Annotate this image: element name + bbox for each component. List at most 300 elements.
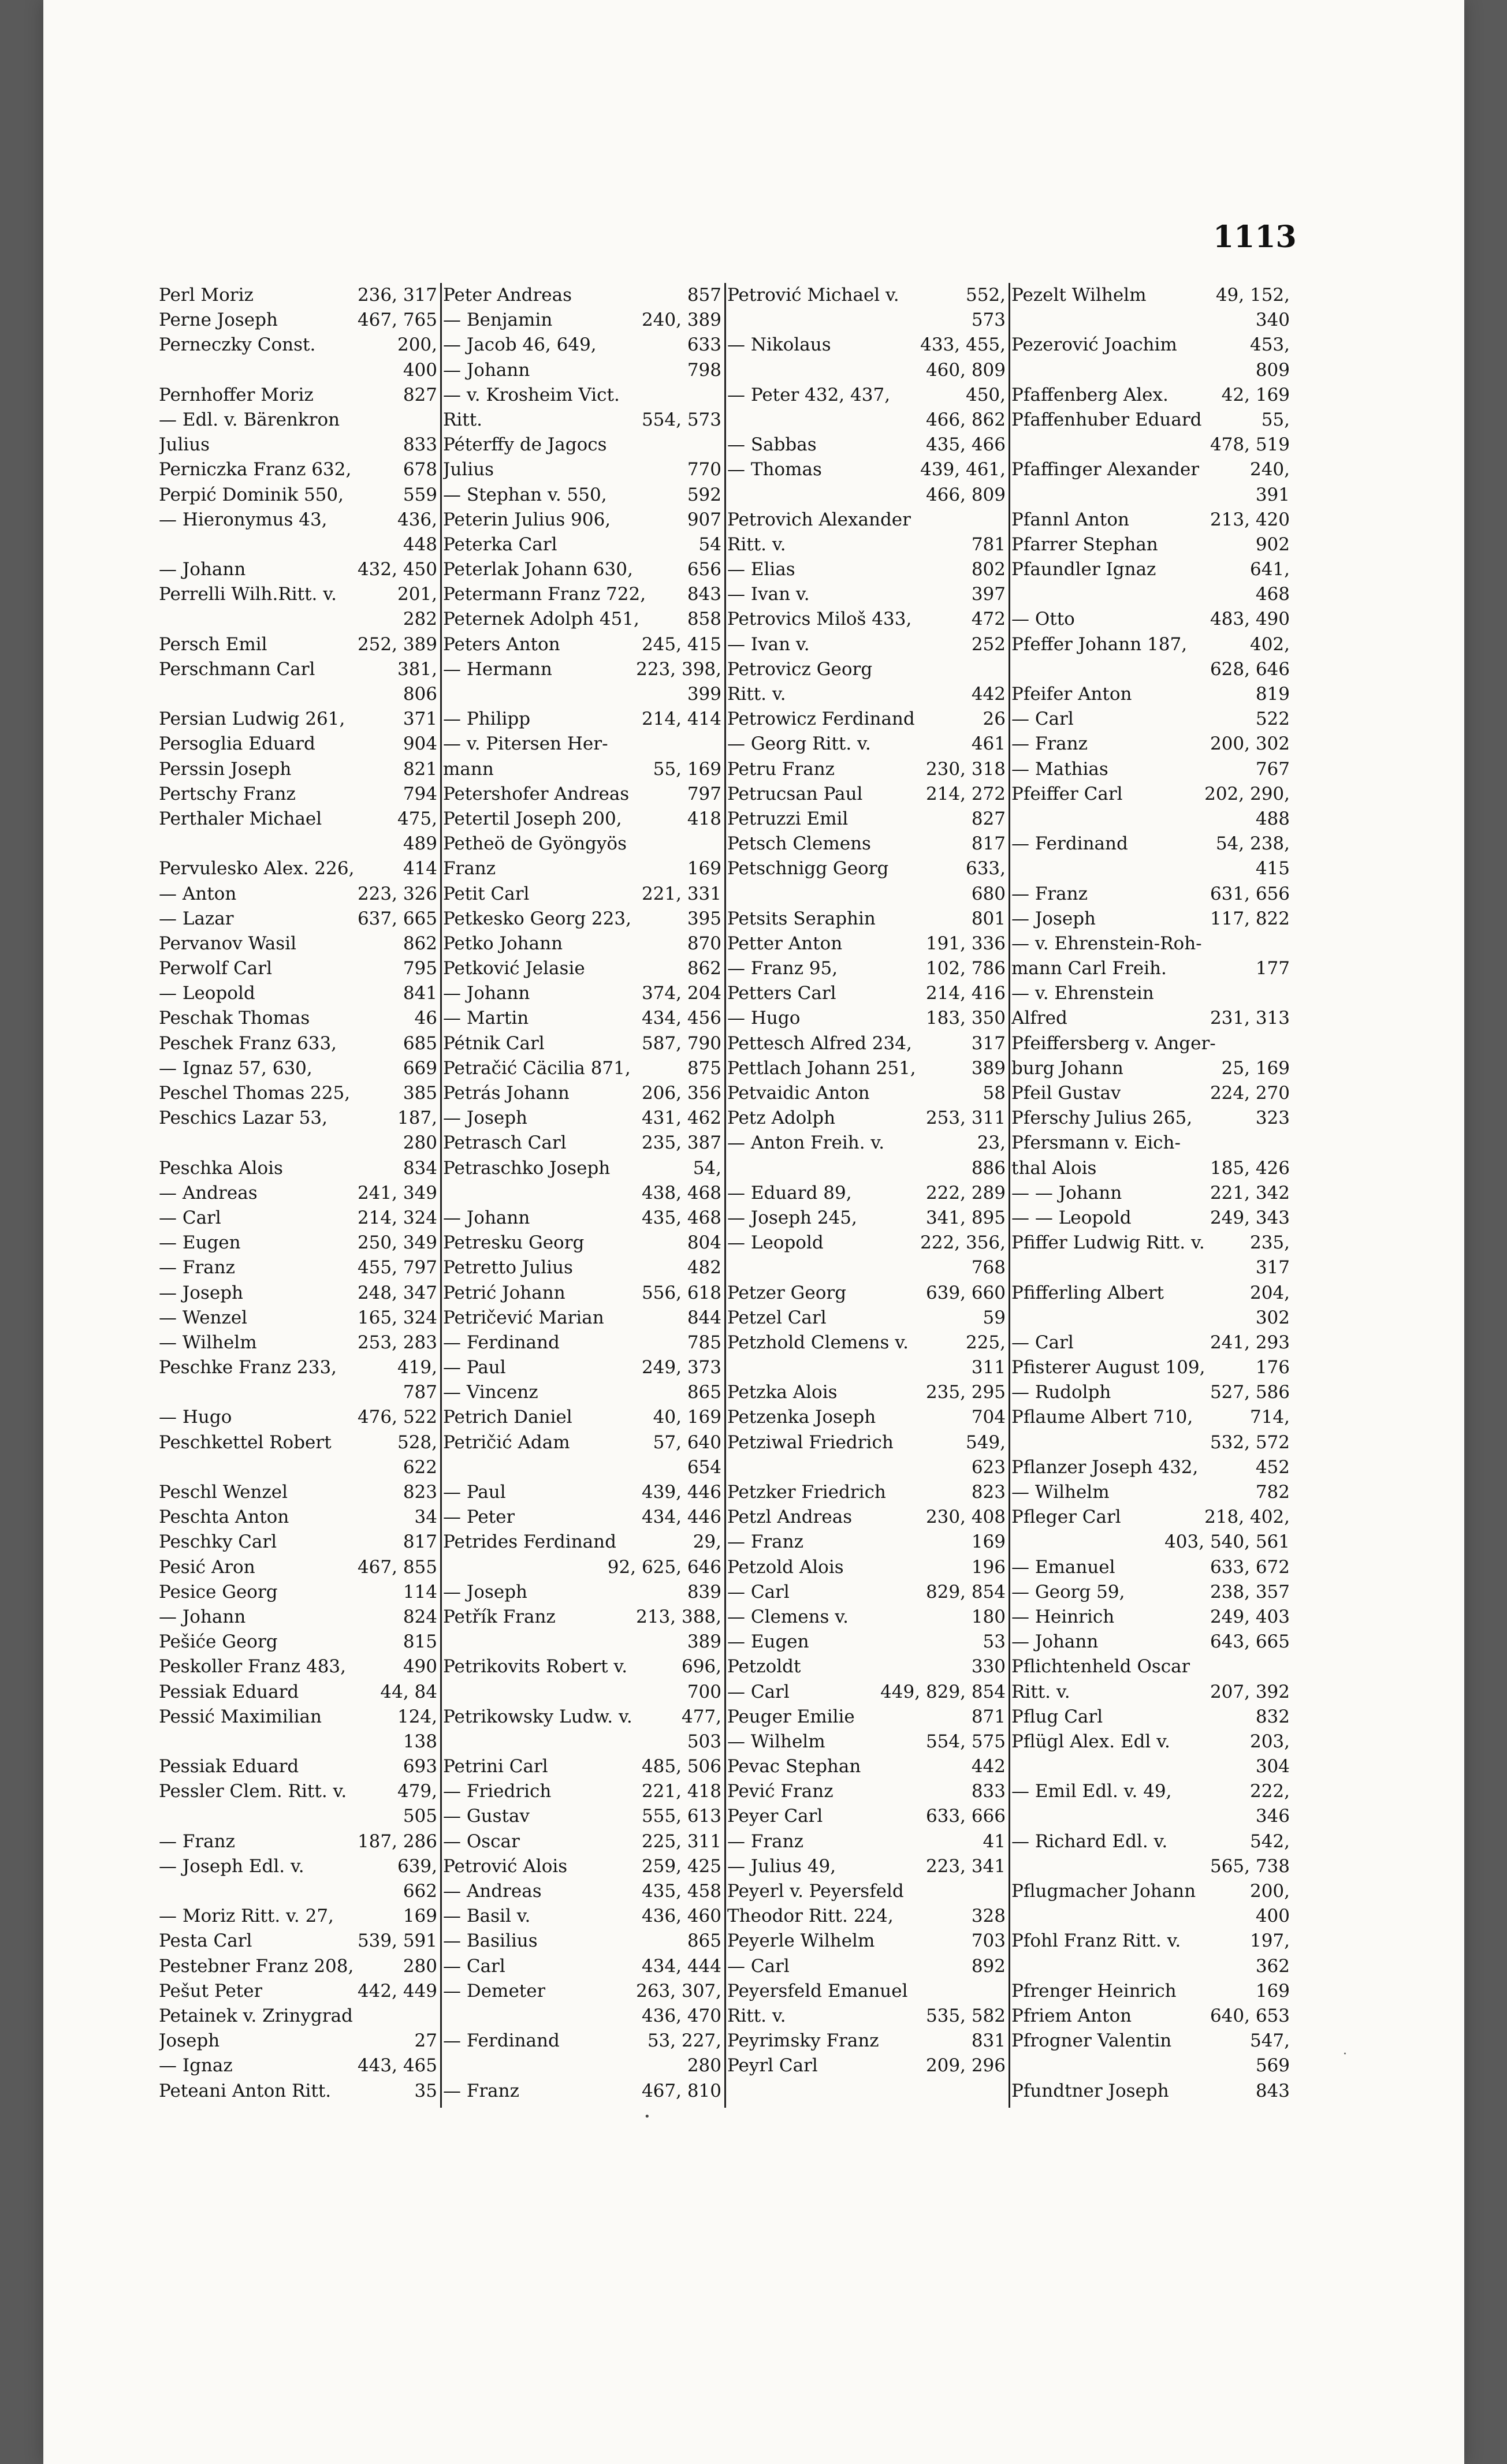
entry-pages: 317	[1255, 1257, 1290, 1278]
entry-pages: 633, 672	[1210, 1556, 1290, 1578]
entry-name: — Georg 59,	[1011, 1581, 1125, 1602]
entry-pages: 235, 387	[641, 1132, 721, 1154]
index-entry	[443, 582, 721, 607]
index-entry	[443, 508, 721, 532]
entry-name: thal Alois	[1011, 1157, 1097, 1179]
entry-pages: 403, 540, 561	[1164, 1531, 1290, 1553]
entry-name: — Demeter	[443, 1980, 546, 2001]
entry-name: Petrikovits Robert v.	[443, 1656, 628, 1678]
entry-pages: 907	[687, 509, 721, 530]
entry-name: — Ferdinand	[443, 1332, 560, 1353]
index-entry	[727, 1829, 1006, 1854]
index-entry	[443, 1654, 721, 1679]
entry-name: Petertil Joseph 200,	[443, 808, 622, 829]
index-entry	[727, 931, 1006, 956]
entry-name: — Oscar	[443, 1831, 520, 1852]
entry-pages: 44, 84	[380, 1681, 437, 1702]
entry-pages: 768	[971, 1257, 1006, 1278]
entry-pages: 340	[1255, 310, 1290, 331]
entry-name: Pettesch Alfred 234,	[727, 1032, 912, 1054]
entry-pages	[717, 383, 721, 408]
entry-pages: 797	[687, 783, 721, 804]
entry-pages: 503	[687, 1731, 721, 1752]
entry-name: — Andreas	[443, 1881, 542, 1902]
entry-pages: 280	[403, 1132, 437, 1154]
index-entry	[727, 1131, 1006, 1155]
entry-name: Perpić Dominik 550,	[159, 484, 344, 505]
entry-name: Pfundtner Joseph	[1011, 2080, 1169, 2101]
index-entry	[727, 532, 1006, 557]
entry-name: Pessler Clem. Ritt. v.	[159, 1781, 347, 1802]
entry-pages: 46	[414, 1008, 437, 1029]
entry-name: Petrides Ferdinand	[443, 1531, 616, 1553]
entry-name: — — Johann	[1011, 1182, 1122, 1203]
entry-pages: 435, 468	[641, 1207, 721, 1228]
entry-pages: 362	[1255, 1955, 1290, 1977]
entry-name: — Johann	[159, 559, 246, 580]
entry-pages: 823	[971, 1482, 1006, 1503]
index-entry	[443, 1031, 721, 1056]
entry-name: — Jacob 46, 649,	[443, 334, 597, 356]
index-entry	[443, 1829, 721, 1854]
entry-pages	[1285, 1654, 1290, 1679]
index-entry	[159, 981, 437, 1006]
index-entry	[727, 1206, 1006, 1231]
entry-name: mann	[443, 758, 494, 780]
entry-pages: 555, 613	[641, 1806, 721, 1827]
index-entry-continuation	[727, 483, 1006, 508]
entry-pages: 54	[698, 534, 721, 555]
entry-pages	[717, 732, 721, 756]
index-entry-continuation	[443, 2053, 721, 2078]
entry-pages: 328	[971, 1906, 1006, 1927]
entry-name: — Wilhelm	[727, 1731, 825, 1752]
entry-name: Petrás Johann	[443, 1083, 570, 1104]
entry-name: Peyerl v. Peyersfeld	[727, 1881, 904, 1902]
index-entry-continuation	[159, 1879, 437, 1904]
entry-name: — Nikolaus	[727, 334, 831, 356]
index-entry-continuation	[1011, 1854, 1290, 1879]
index-entry	[727, 1530, 1006, 1555]
entry-pages: 438, 468	[641, 1182, 721, 1203]
entry-name: — Carl	[443, 1955, 505, 1977]
entry-name: Petzl Andreas	[727, 1507, 853, 1528]
entry-name: — Franz	[727, 1531, 803, 1553]
entry-pages: 527, 586	[1210, 1382, 1290, 1403]
entry-name: — Otto	[1011, 609, 1075, 630]
entry-name: Pfaffenhuber Eduard	[1011, 409, 1202, 430]
entry-name: — Wenzel	[159, 1307, 248, 1328]
entry-pages: 767	[1255, 758, 1290, 780]
index-columns	[159, 283, 1303, 2108]
index-entry	[159, 1031, 437, 1056]
entry-name: Pesta Carl	[159, 1930, 252, 1952]
entry-name: — v. Ehrenstein	[1011, 983, 1154, 1004]
entry-name: Peternek Adolph 451,	[443, 609, 639, 630]
entry-pages: 223, 326	[357, 883, 437, 904]
index-entry	[1011, 1505, 1290, 1530]
index-entry	[159, 557, 437, 582]
entry-name: — Richard Edl. v.	[1011, 1831, 1168, 1852]
entry-name: Petzoldt	[727, 1656, 801, 1678]
entry-name: Petschnigg Georg	[727, 858, 889, 879]
entry-pages: 865	[687, 1930, 721, 1952]
entry-pages: 798	[687, 359, 721, 381]
entry-pages: 819	[1255, 684, 1290, 704]
entry-name: — Joseph	[1011, 908, 1096, 929]
column-divider	[724, 283, 726, 2108]
index-entry	[727, 1405, 1006, 1430]
entry-pages: 821	[403, 758, 437, 780]
index-entry-continuation	[159, 832, 437, 856]
index-entry	[159, 956, 437, 981]
entry-pages: 400	[1255, 1906, 1290, 1927]
entry-pages: 439, 446	[641, 1482, 721, 1503]
index-entry	[159, 931, 437, 956]
index-entry	[727, 757, 1006, 782]
index-entry	[1011, 408, 1290, 433]
entry-pages	[433, 408, 437, 433]
index-entry	[1011, 457, 1290, 482]
entry-name: Peteani Anton Ritt.	[159, 2080, 332, 2101]
entry-name: Petrucsan Paul	[727, 783, 863, 804]
index-entry	[159, 1580, 437, 1605]
entry-pages: 452	[1255, 1456, 1290, 1478]
entry-pages: 169	[687, 858, 721, 879]
index-entry-continuation	[727, 1255, 1006, 1280]
entry-name: — Joseph Edl. v.	[159, 1855, 304, 1877]
entry-pages: 221, 331	[641, 883, 721, 904]
entry-pages: 696,	[681, 1656, 721, 1678]
entry-name: Pfrogner Valentin	[1011, 2030, 1172, 2052]
entry-pages: 55,	[1261, 409, 1290, 430]
entry-pages: 53, 227,	[647, 2030, 721, 2052]
index-entry	[443, 283, 721, 308]
entry-pages: 222,	[1249, 1781, 1290, 1802]
index-entry	[1011, 508, 1290, 532]
entry-name: — Wilhelm	[159, 1332, 257, 1353]
entry-pages: 415	[1255, 858, 1290, 879]
index-column-2	[443, 283, 721, 2108]
index-entry	[443, 707, 721, 732]
entry-name: Pfisterer August 109,	[1011, 1357, 1205, 1378]
entry-pages: 235,	[1249, 1232, 1290, 1254]
entry-name: Pezerović Joachim	[1011, 334, 1177, 356]
index-entry	[159, 1056, 437, 1081]
entry-name: Pfeifer Anton	[1011, 684, 1132, 704]
entry-pages: 569	[1255, 2055, 1290, 2077]
index-entry	[159, 1530, 437, 1555]
entry-pages: 395	[687, 908, 721, 929]
entry-pages: 466, 809	[925, 484, 1006, 505]
entry-pages: 434, 444	[641, 1955, 721, 1977]
entry-name: — Eugen	[159, 1232, 241, 1254]
entry-pages: 461	[971, 733, 1006, 755]
entry-name: Petrović Michael v.	[727, 285, 899, 305]
index-entry	[1011, 532, 1290, 557]
index-entry	[443, 557, 721, 582]
index-entry	[443, 1206, 721, 1231]
entry-name: Peschel Thomas 225,	[159, 1083, 351, 1104]
entry-pages: 483, 490	[1210, 609, 1290, 630]
entry-name: — Carl	[1011, 1332, 1074, 1353]
entry-pages: 795	[403, 958, 437, 979]
index-entry	[159, 1231, 437, 1255]
index-entry-continuation	[1011, 1754, 1290, 1779]
index-entry	[1011, 383, 1290, 408]
index-entry-continuation	[727, 1156, 1006, 1181]
entry-pages: 592	[687, 484, 721, 505]
entry-pages: 25, 169	[1221, 1057, 1290, 1079]
entry-name: Pfohl Franz Ritt. v.	[1011, 1930, 1181, 1952]
entry-pages: 201,	[397, 584, 437, 605]
index-entry-continuation	[727, 1355, 1006, 1380]
index-entry	[1011, 2079, 1290, 2104]
entry-pages: 183, 350	[925, 1008, 1006, 1029]
entry-name: — Gustav	[443, 1806, 530, 1827]
entry-name: — Emanuel	[1011, 1556, 1115, 1578]
index-entry	[727, 433, 1006, 457]
entry-name: — Ferdinand	[1011, 833, 1128, 855]
entry-pages: 535, 582	[925, 2005, 1006, 2026]
index-entry	[727, 1654, 1006, 1679]
entry-pages: 640, 653	[1210, 2005, 1290, 2026]
entry-name: Pesice Georg	[159, 1581, 278, 1602]
entry-name: — Wilhelm	[1011, 1482, 1110, 1503]
index-entry	[1011, 1156, 1290, 1181]
ink-mark: ·	[1343, 2047, 1347, 2062]
entry-name: Pfeffer Johann 187,	[1011, 633, 1188, 655]
entry-pages: 200, 302	[1210, 733, 1290, 755]
entry-pages: 41	[983, 1831, 1006, 1852]
entry-pages: 628, 646	[1210, 658, 1290, 680]
index-entry	[727, 1680, 1006, 1705]
index-entry	[443, 732, 721, 756]
entry-pages: 477,	[681, 1706, 721, 1727]
entry-pages: 187,	[397, 1108, 437, 1129]
index-entry	[727, 1804, 1006, 1829]
index-entry	[727, 1879, 1006, 1904]
index-entry	[159, 1754, 437, 1779]
index-entry-continuation	[159, 532, 437, 557]
entry-name: — v. Krosheim Vict.	[443, 384, 620, 405]
index-entry	[1011, 1405, 1290, 1430]
entry-name: Pesić Aron	[159, 1556, 255, 1578]
entry-pages: 886	[971, 1157, 1006, 1179]
index-entry	[443, 308, 721, 333]
index-entry	[443, 483, 721, 508]
entry-name: Pešut Peter	[159, 1980, 263, 2001]
entry-pages: 623	[971, 1456, 1006, 1478]
entry-name: Pettlach Johann 251,	[727, 1057, 916, 1079]
index-entry	[443, 1929, 721, 1954]
entry-pages: 138	[403, 1731, 437, 1752]
index-entry	[443, 1779, 721, 1804]
entry-name: — Martin	[443, 1008, 529, 1029]
entry-pages: 865	[687, 1382, 721, 1403]
index-entry	[727, 1580, 1006, 1605]
entry-name: — v. Pitersen Her-	[443, 733, 608, 755]
entry-pages: 249, 403	[1210, 1606, 1290, 1627]
entry-name: Petzel Carl	[727, 1307, 827, 1328]
index-entry-continuation	[1011, 1430, 1290, 1455]
entry-pages: 448	[403, 534, 437, 555]
index-entry	[159, 2053, 437, 2078]
index-entry	[1011, 1929, 1290, 1954]
index-entry-continuation	[1011, 1954, 1290, 1979]
entry-name: — Ignaz 57, 630,	[159, 1057, 312, 1079]
index-entry	[727, 1555, 1006, 1580]
entry-name: Pflügl Alex. Edl v.	[1011, 1731, 1170, 1752]
index-entry	[727, 1979, 1006, 2004]
index-entry	[159, 782, 437, 807]
entry-name: Persoglia Eduard	[159, 733, 315, 755]
index-entry	[443, 1106, 721, 1131]
entry-name: Perthaler Michael	[159, 808, 322, 829]
index-entry	[727, 782, 1006, 807]
entry-name: Petzka Alois	[727, 1382, 838, 1403]
entry-name: — Basilius	[443, 1930, 538, 1952]
entry-name: Peschka Alois	[159, 1157, 283, 1179]
entry-name: Peschkettel Robert	[159, 1432, 332, 1453]
index-entry-continuation	[727, 882, 1006, 907]
index-entry	[443, 632, 721, 657]
entry-pages: 240, 389	[641, 310, 721, 331]
entry-pages: 685	[403, 1032, 437, 1054]
index-entry	[443, 1954, 721, 1979]
index-entry-continuation	[1011, 1530, 1290, 1555]
entry-pages: 317	[971, 1032, 1006, 1054]
entry-pages: 436, 470	[641, 2005, 721, 2026]
entry-name: Petretto Julius	[443, 1257, 573, 1278]
entry-name: Petsch Clemens	[727, 833, 871, 855]
index-entry-continuation	[159, 607, 437, 632]
entry-pages: 489	[403, 833, 437, 855]
entry-pages: 862	[403, 933, 437, 954]
entry-name: Petainek v. Zrinygrad	[159, 2005, 353, 2026]
entry-name: — Paul	[443, 1482, 506, 1503]
entry-name: Pessiak Eduard	[159, 1681, 299, 1702]
index-entry	[727, 1854, 1006, 1879]
index-entry	[443, 1480, 721, 1505]
entry-pages: 432, 450	[357, 559, 437, 580]
entry-name: Pessić Maximilian	[159, 1706, 322, 1727]
entry-pages: 400	[403, 359, 437, 381]
index-entry-continuation	[1011, 657, 1290, 682]
entry-pages: 214, 414	[641, 709, 721, 730]
entry-pages: 222, 289	[925, 1182, 1006, 1203]
entry-pages: 542,	[1249, 1831, 1290, 1852]
entry-name: Perneczky Const.	[159, 334, 316, 356]
index-entry	[159, 1255, 437, 1280]
index-entry	[159, 1829, 437, 1854]
entry-name: Pfannl Anton	[1011, 509, 1129, 530]
entry-pages: 539, 591	[357, 1930, 437, 1952]
index-entry	[443, 1705, 721, 1729]
entry-pages: 218, 402,	[1204, 1507, 1290, 1528]
index-entry	[727, 1306, 1006, 1330]
entry-name: Julius	[159, 434, 210, 456]
index-entry	[727, 956, 1006, 981]
index-entry	[159, 1006, 437, 1031]
entry-name: Pernhoffer Moriz	[159, 384, 314, 405]
entry-pages: 490	[403, 1656, 437, 1678]
entry-pages: 436,	[397, 509, 437, 530]
index-column-3	[727, 283, 1006, 2108]
index-entry	[443, 1505, 721, 1530]
entry-name: Pflug Carl	[1011, 1706, 1103, 1727]
entry-pages: 556, 618	[641, 1282, 721, 1303]
entry-name: — Johann	[443, 359, 530, 381]
entry-pages: 58	[983, 1083, 1006, 1104]
entry-name: Peschek Franz 633,	[159, 1032, 337, 1054]
entry-name: Perne Joseph	[159, 310, 278, 331]
entry-pages: 834	[403, 1157, 437, 1179]
entry-pages: 214, 324	[357, 1207, 437, 1228]
index-entry	[159, 1480, 437, 1505]
index-entry	[159, 657, 437, 682]
entry-name: Petheö de Gyöngyös	[443, 833, 627, 855]
entry-name: — Johann	[1011, 1631, 1099, 1653]
entry-pages: 241, 293	[1210, 1332, 1290, 1353]
entry-pages	[1001, 1979, 1006, 2004]
entry-name: — Ignaz	[159, 2055, 233, 2077]
entry-pages: 587, 790	[641, 1032, 721, 1054]
entry-pages: 554, 575	[925, 1731, 1006, 1752]
entry-name: — Anton	[159, 883, 237, 904]
index-entry	[1011, 1006, 1290, 1031]
index-entry-continuation	[727, 1455, 1006, 1480]
index-entry	[443, 856, 721, 881]
entry-name: Peterlak Johann 630,	[443, 559, 633, 580]
entry-pages: 200,	[1249, 1881, 1290, 1902]
index-entry	[1011, 981, 1290, 1006]
index-entry	[443, 782, 721, 807]
index-entry-continuation	[1011, 1306, 1290, 1330]
index-entry	[159, 2004, 437, 2029]
entry-name: — Carl	[727, 1581, 790, 1602]
index-entry	[443, 1854, 721, 1879]
entry-pages: 230, 408	[925, 1507, 1006, 1528]
entry-pages: 902	[1255, 534, 1290, 555]
entry-pages: 453,	[1249, 334, 1290, 356]
entry-name: — Ferdinand	[443, 2030, 560, 2052]
index-entry	[1011, 1056, 1290, 1081]
index-entry	[443, 1804, 721, 1829]
entry-pages: 231, 313	[1210, 1008, 1290, 1029]
entry-pages: 554, 573	[641, 409, 721, 430]
index-entry	[159, 1680, 437, 1705]
index-entry	[727, 1081, 1006, 1106]
entry-name: — Clemens v.	[727, 1606, 849, 1627]
entry-pages: 169	[1255, 1980, 1290, 2001]
index-entry	[1011, 1455, 1290, 1480]
entry-name: — Peter	[443, 1507, 515, 1528]
entry-name: Petruzzi Emil	[727, 808, 849, 829]
index-entry	[1011, 632, 1290, 657]
entry-pages	[717, 832, 721, 856]
index-entry	[443, 433, 721, 457]
index-entry	[443, 532, 721, 557]
index-entry	[1011, 1705, 1290, 1729]
entry-pages: 475,	[397, 808, 437, 829]
index-column-1	[159, 283, 437, 2108]
index-entry-continuation	[1011, 358, 1290, 383]
entry-pages: 476, 522	[357, 1407, 437, 1428]
entry-pages: 389	[971, 1057, 1006, 1079]
entry-name: Perwolf Carl	[159, 958, 273, 979]
entry-pages: 280	[687, 2055, 721, 2077]
